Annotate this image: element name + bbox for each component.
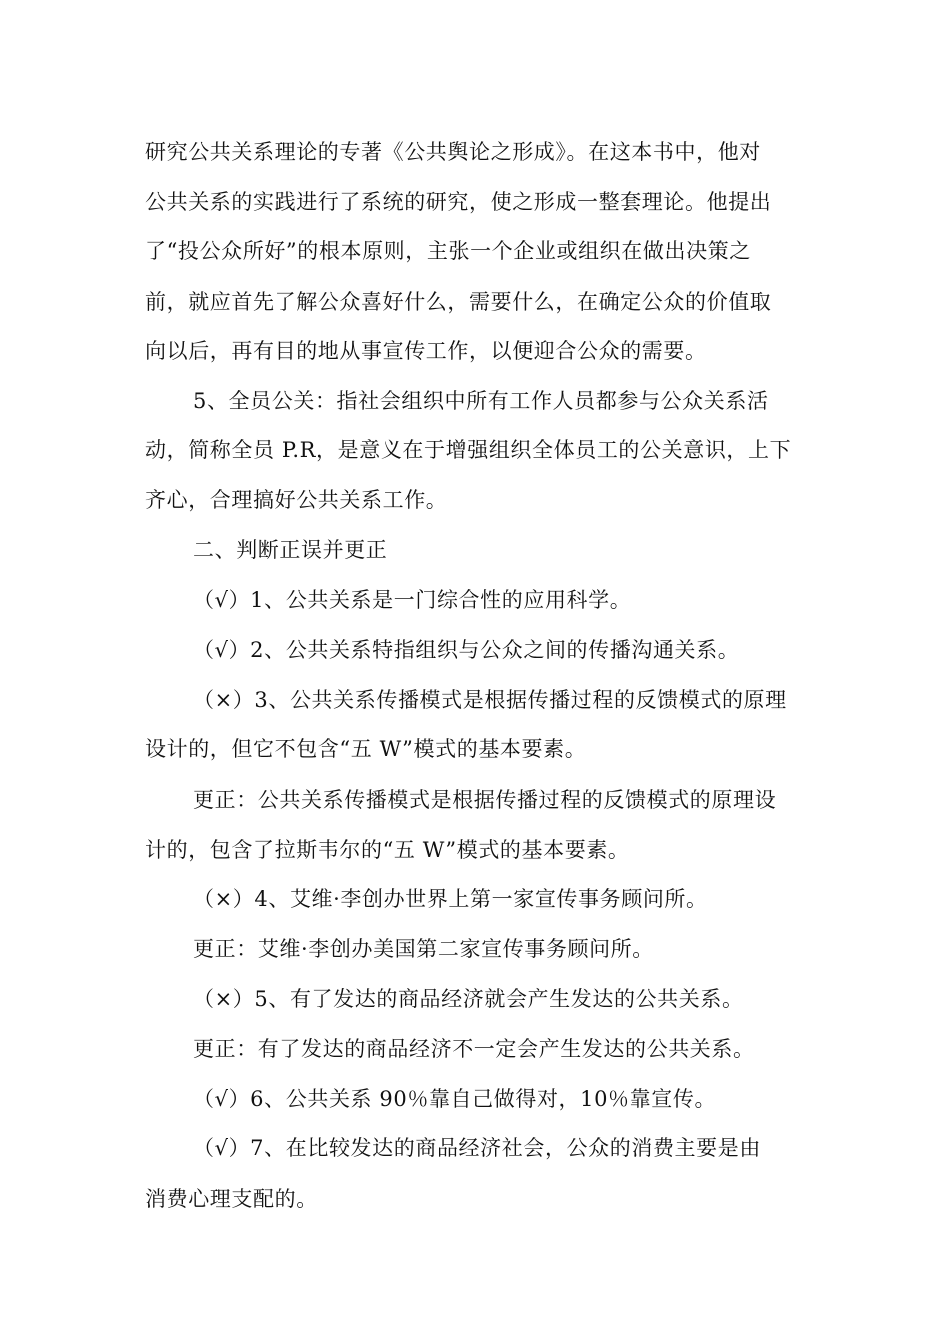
text-line: 了“投公众所好”的根本原则，主张一个企业或组织在做出决策之 xyxy=(145,239,751,263)
text-line: 消费心理支配的。 xyxy=(145,1187,318,1211)
question-item: （√）7、在比较发达的商品经济社会，公众的消费主要是由 xyxy=(193,1136,761,1160)
text-line: 计的，包含了拉斯韦尔的“五 W”模式的基本要素。 xyxy=(145,838,630,862)
text-line: 前，就应首先了解公众喜好什么，需要什么，在确定公众的价值取 xyxy=(145,290,772,314)
text-line: 齐心，合理搞好公共关系工作。 xyxy=(145,488,448,512)
question-item: （√）1、公共关系是一门综合性的应用科学。 xyxy=(193,588,632,612)
text-line: 动，简称全员 P.R，是意义在于增强组织全体员工的公关意识，上下 xyxy=(145,438,792,462)
text-line: 5、全员公关：指社会组织中所有工作人员都参与公众关系活 xyxy=(193,389,769,413)
correction-line: 更正：有了发达的商品经济不一定会产生发达的公共关系。 xyxy=(193,1037,755,1061)
correction-line: 更正：公共关系传播模式是根据传播过程的反馈模式的原理设 xyxy=(193,788,777,812)
question-item: （×）3、公共关系传播模式是根据传播过程的反馈模式的原理 xyxy=(193,688,787,712)
text-line: 公共关系的实践进行了系统的研究，使之形成一整套理论。他提出 xyxy=(145,190,772,214)
question-item: （√）6、公共关系 90％靠自己做得对，10％靠宣传。 xyxy=(193,1087,717,1111)
correction-line: 更正：艾维·李创办美国第二家宣传事务顾问所。 xyxy=(193,937,654,961)
question-item: （×）4、艾维·李创办世界上第一家宣传事务顾问所。 xyxy=(193,887,708,911)
section-heading: 二、判断正误并更正 xyxy=(193,538,388,562)
text-line: 设计的，但它不包含“五 W”模式的基本要素。 xyxy=(145,737,587,761)
text-line: 向以后，再有目的地从事宣传工作，以便迎合公众的需要。 xyxy=(145,339,707,363)
question-item: （×）5、有了发达的商品经济就会产生发达的公共关系。 xyxy=(193,987,744,1011)
text-line: 研究公共关系理论的专著《公共舆论之形成》。在这本书中，他对 xyxy=(145,140,761,164)
question-item: （√）2、公共关系特指组织与公众之间的传播沟通关系。 xyxy=(193,638,740,662)
